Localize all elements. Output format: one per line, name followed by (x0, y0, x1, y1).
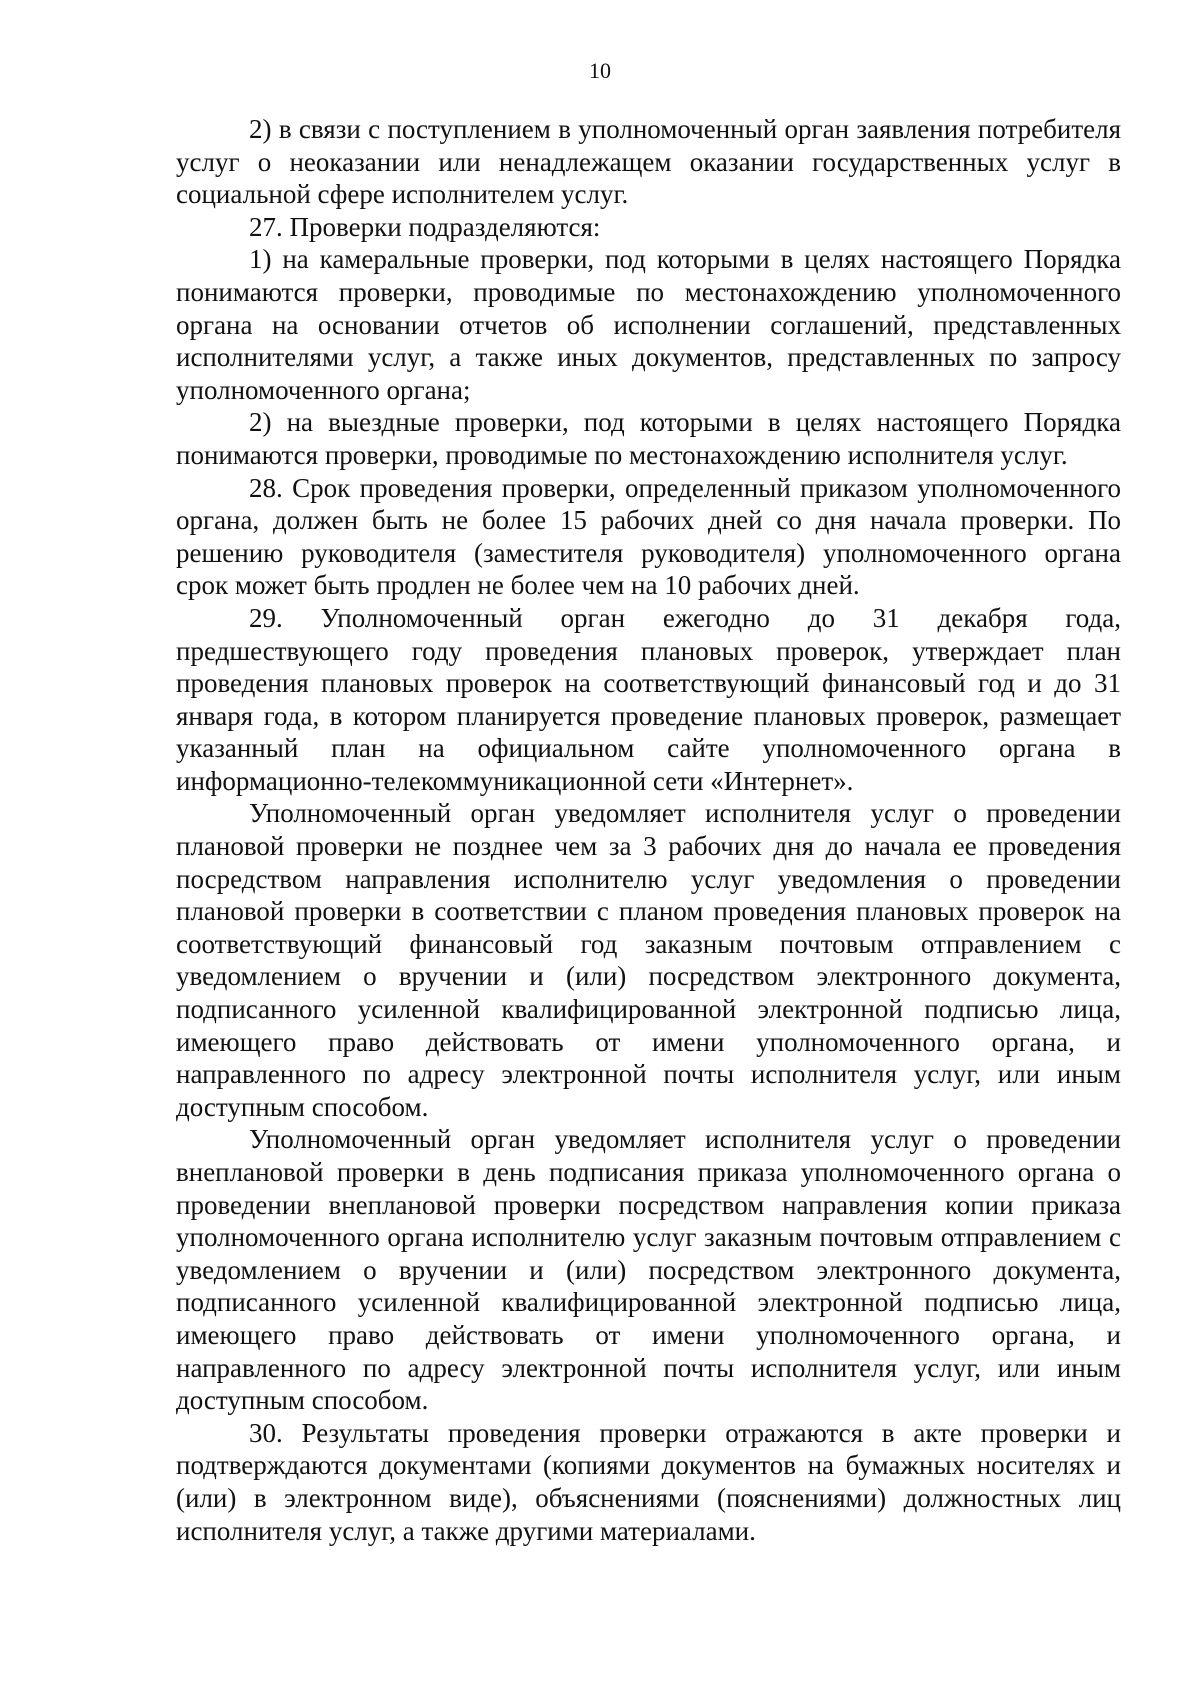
document-body (176, 113, 1121, 1547)
page-number: 10 (589, 58, 611, 83)
paragraph-item-2-complaint: 2) в связи с поступлением в уполномоченный орган заявления потребителя услуг о неоказании или ненадлежащем оказании государственных услуг в социальной сфере исполнителем услуг. (176, 114, 1121, 210)
paragraph-29-audit-plan: 29. Уполномоченный орган ежегодно до 31 декабря года, предшествующего году проведения плановых проверок, утверждает план проведения плановых проверок на соответствующий финансовый год и до 31 января года, в котором планируется проведение плановых проверок, размещает указанный план на официальном сайте уполномоченного органа в информационно-телекоммуникационной сети «Интернет». (176, 602, 1121, 796)
paragraph-27-item-2-field-audits: 2) на выездные проверки, под которыми в целях настоящего Порядка понимаются проверки, проводимые по местонахождению исполнителя услуг. (176, 407, 1121, 470)
paragraph-unplanned-audit-notice: Уполномоченный орган уведомляет исполнителя услуг о проведении внеплановой проверки в день подписания приказа уполномоченного органа о проведении внеплановой проверки посредством направления копии приказа уполномоченного органа исполнителю услуг заказным почтовым отправлением с уведомлением о вручении и (или) посредством электронного документа, подписанного усиленной квалифицированной электронной подписью лица, имеющего право действовать от имени уполномоченного органа, и направленного по адресу электронной почты исполнителя услуг, или иным доступным способом. (176, 1124, 1121, 1416)
paragraph-27-item-1-desk-audits: 1) на камеральные проверки, под которыми в целях настоящего Порядка понимаются проверки, проводимые по местонахождению уполномоченного органа на основании отчетов об исполнении соглашений, представленных исполнителями услуг, а также иных документов, представленных по запросу уполномоченного органа; (176, 244, 1121, 405)
paragraph-30-audit-results: 30. Результаты проведения проверки отражаются в акте проверки и подтверждаются документами (копиями документов на бумажных носителях и (или) в электронном виде), объяснениями (пояснениями) должностных лиц исполнителя услуг, а также другими материалами. (176, 1417, 1121, 1546)
paragraph-planned-audit-notice: Уполномоченный орган уведомляет исполнителя услуг о проведении плановой проверки не позднее чем за 3 рабочих дня до начала ее проведения посредством направления исполнителю услуг уведомления о проведении плановой проверки в соответствии с планом проведения плановых проверок на соответствующий финансовый год заказным почтовым отправлением с уведомлением о вручении и (или) посредством электронного документа, подписанного усиленной квалифицированной электронной подписью лица, имеющего право действовать от имени уполномоченного органа, и направленного по адресу электронной почты исполнителя услуг, или иным доступным способом. (176, 798, 1121, 1122)
paragraph-28-audit-term: 28. Срок проведения проверки, определенный приказом уполномоченного органа, должен быть не более 15 рабочих дней со дня начала проверки. По решению руководителя (заместителя руководителя) уполномоченного органа срок может быть продлен не более чем на 10 рабочих дней. (176, 472, 1121, 601)
paragraph-27-heading: 27. Проверки подразделяются: (249, 211, 601, 242)
